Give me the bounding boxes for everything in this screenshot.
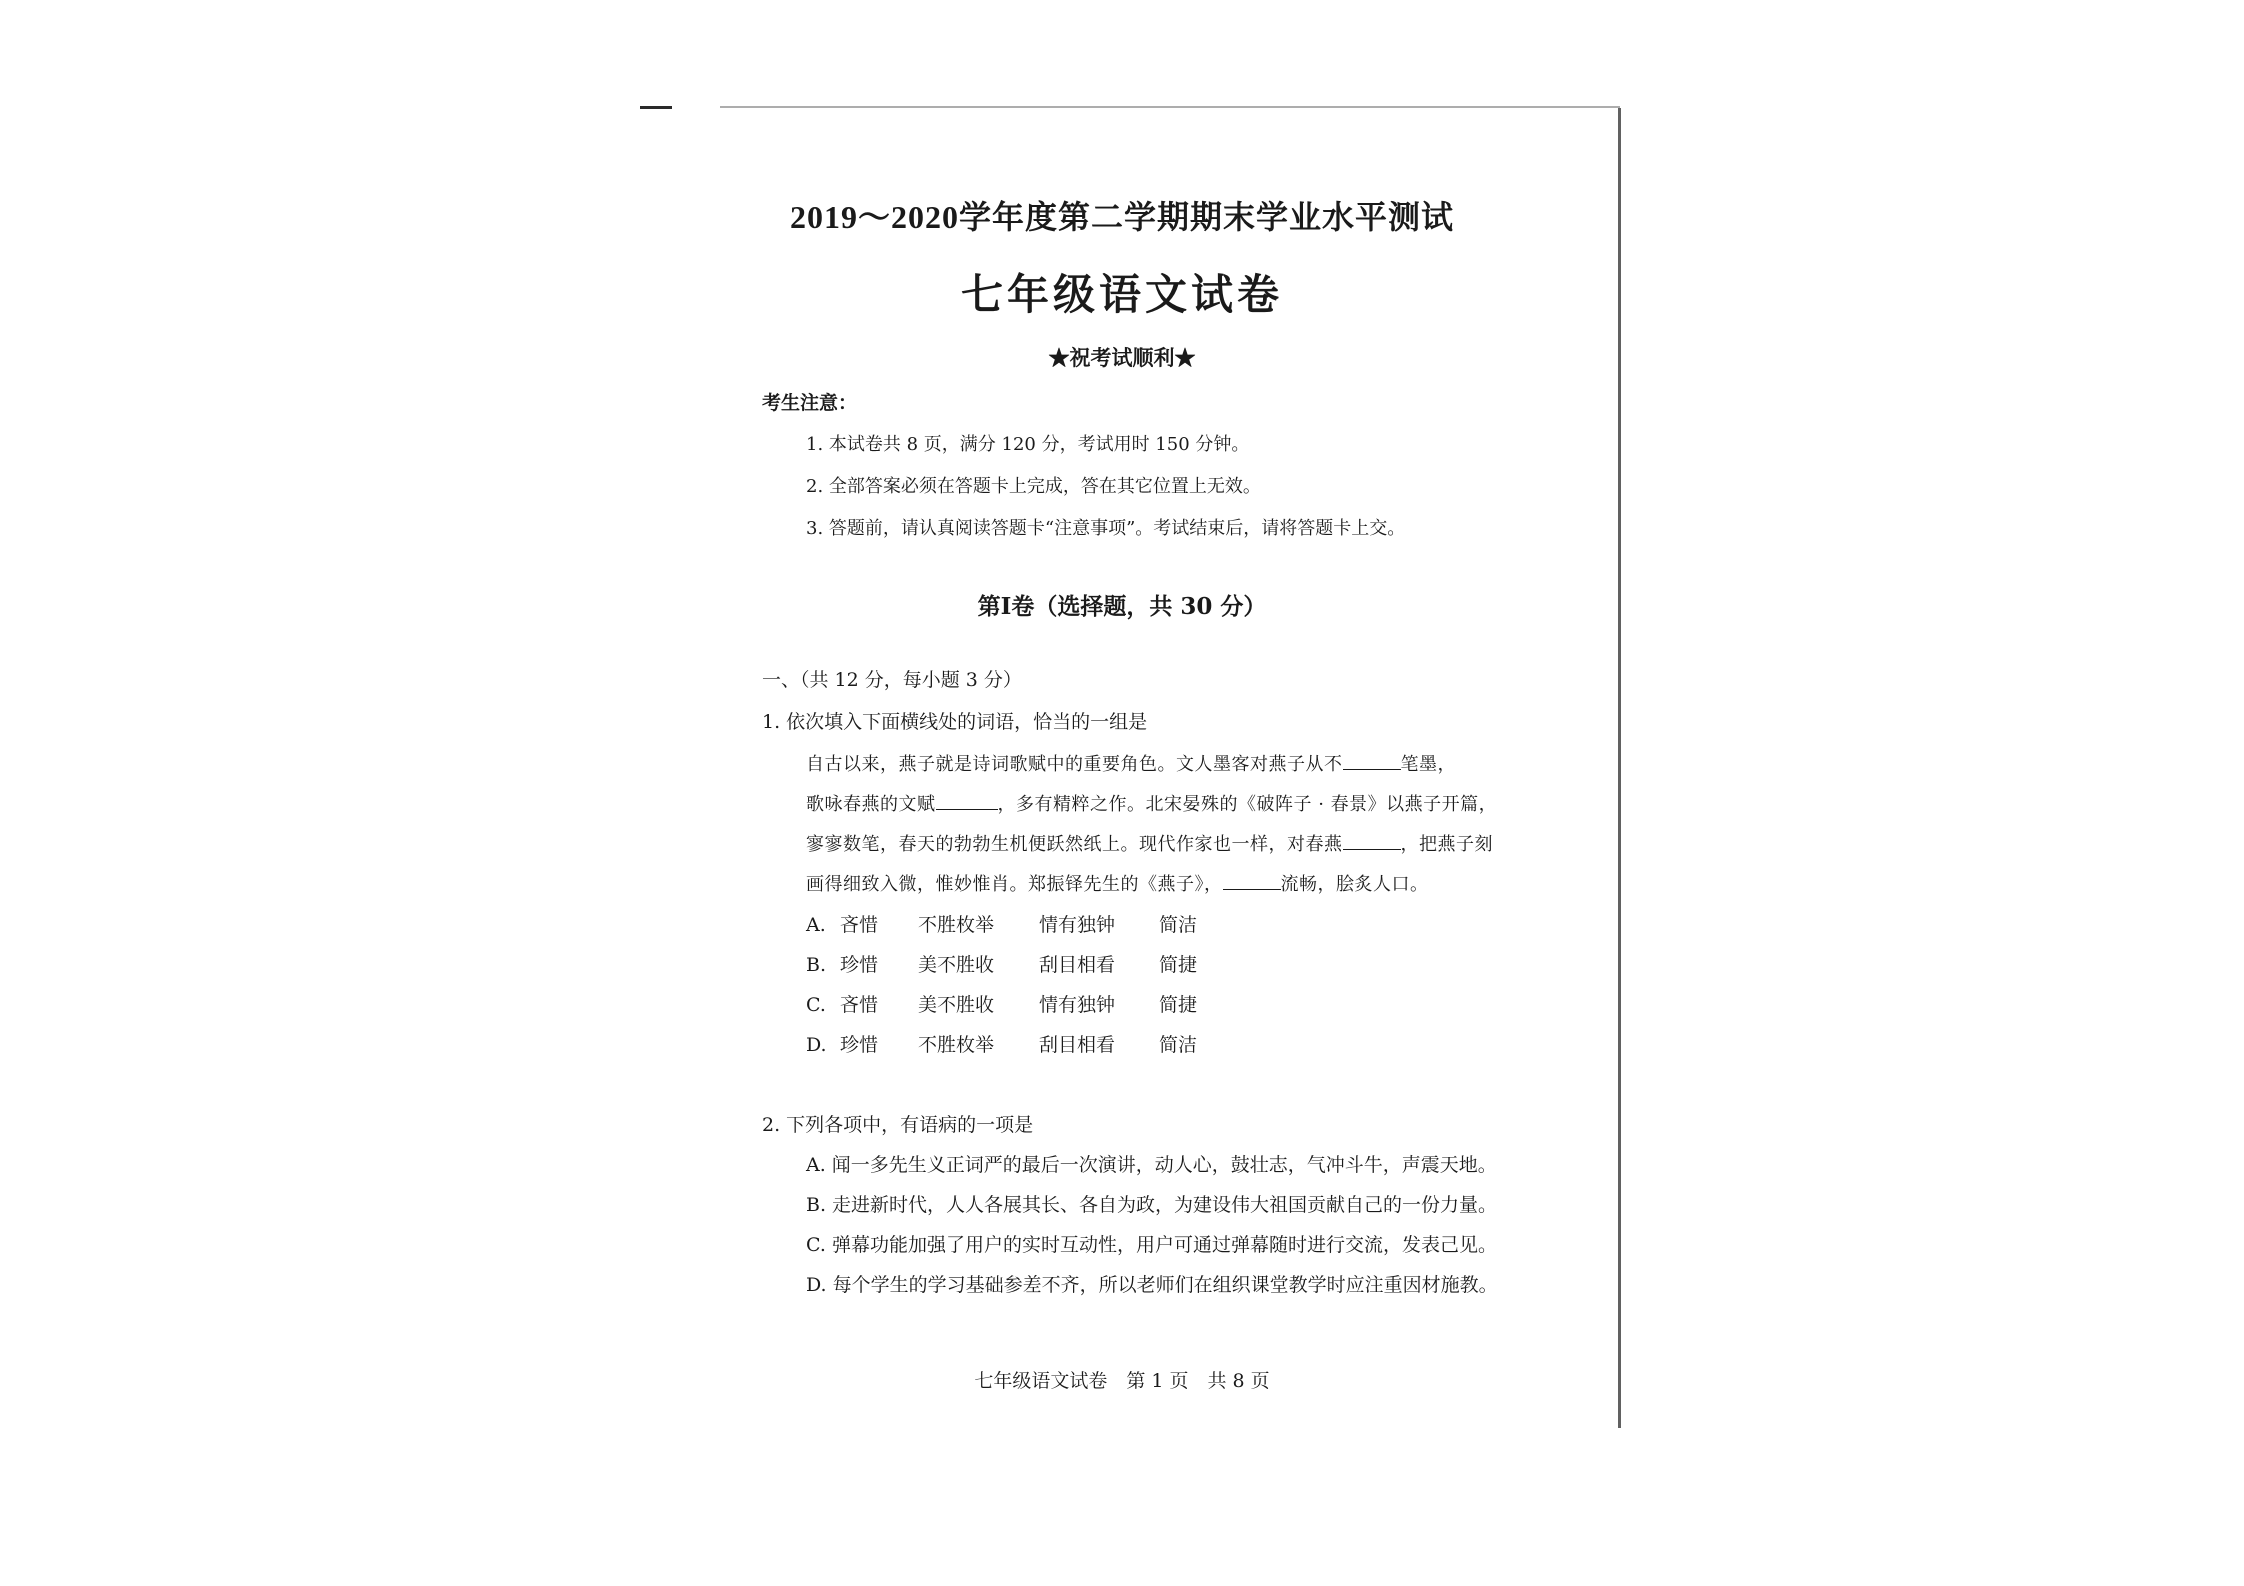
exam-title: [0, 192, 2244, 238]
part-heading: 一、（共 12 分，每小题 3 分）: [762, 669, 1022, 691]
title-rest: 学年度第二学期期末学业水平测试: [959, 198, 1455, 236]
scan-edge-mark: [640, 106, 672, 109]
title-year: 2019～2020: [789, 199, 959, 235]
option-row: C. 弹幕功能加强了用户的实时互动性，用户可通过弹幕随时进行交流，发表己见。: [806, 1234, 1497, 1256]
option-row: B. 珍惜 美不胜收 刮目相看 简捷: [806, 954, 1198, 976]
notice-heading: 考生注意：: [762, 392, 858, 414]
option-row: A. 吝惜 不胜枚举 情有独钟 简洁: [806, 914, 1198, 936]
exam-subtitle: 七年级语文试卷: [960, 270, 1283, 319]
page-top-edge: [720, 106, 1620, 108]
option-row: A. 闻一多先生义正词严的最后一次演讲，动人心，鼓壮志，气冲斗牛，声震天地。: [806, 1154, 1497, 1176]
section-heading: 第Ⅰ卷（选择题，共 30 分）: [977, 593, 1267, 620]
passage-line: 寥寥数笔，春天的勃勃生机便跃然纸上。现代作家也一样，对春燕 ，把燕子刻: [806, 830, 1493, 856]
notice-item: 3. 答题前，请认真阅读答题卡“注意事项”。考试结束后，请将答题卡上交。: [806, 518, 1406, 539]
option-row: D. 每个学生的学习基础参差不齐，所以老师们在组织课堂教学时应注重因材施教。: [806, 1274, 1498, 1296]
question-1-stem: 1. 依次填入下面横线处的词语，恰当的一组是: [762, 711, 1148, 733]
passage-line: 自古以来，燕子就是诗词歌赋中的重要角色。文人墨客对燕子从不 笔墨，: [806, 750, 1456, 776]
fill-blank: [1343, 831, 1401, 850]
notice-item: 1. 本试卷共 8 页，满分 120 分，考试用时 150 分钟。: [806, 434, 1250, 455]
option-row: B. 走进新时代，人人各展其长、各自为政，为建设伟大祖国贡献自己的一份力量。: [806, 1194, 1498, 1216]
fill-blank: [1223, 871, 1281, 890]
question-2-stem: 2. 下列各项中，有语病的一项是: [762, 1114, 1034, 1136]
fill-blank: [936, 791, 998, 810]
option-row: C. 吝惜 美不胜收 情有独钟 简捷: [806, 994, 1198, 1016]
notice-item: 2. 全部答案必须在答题卡上完成，答在其它位置上无效。: [806, 476, 1261, 497]
fill-blank: [1343, 751, 1401, 770]
passage-line: 歌咏春燕的文赋 ，多有精粹之作。北宋晏殊的《破阵子 · 春景》以燕子开篇，: [806, 790, 1497, 816]
motto: ★祝考试顺利★: [1048, 345, 1196, 370]
page-footer: 七年级语文试卷 第 1 页 共 8 页: [974, 1370, 1270, 1392]
passage-line: 画得细致入微，惟妙惟肖。郑振铎先生的《燕子》， 流畅，脍炙人口。: [806, 870, 1429, 896]
option-row: D. 珍惜 不胜枚举 刮目相看 简洁: [806, 1034, 1198, 1056]
